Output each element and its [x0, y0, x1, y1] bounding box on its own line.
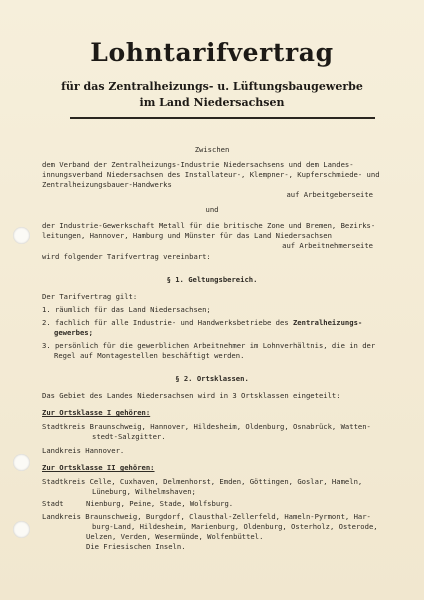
- punch-hole: [13, 227, 30, 244]
- title-rule: [70, 117, 375, 119]
- class2-landkreis-text: Braunschweig, Burgdorf, Clausthal-Zellerfeld, Hameln-Pyrmont, Har-: [85, 512, 371, 521]
- section1-item2-text: 2. fachlich für alle Industrie- und Handwerksbetriebe des: [42, 318, 289, 327]
- section1-item3: 3. persönlich für die gewerblichen Arbeitnehmer im Lohnverhältnis, die in der: [42, 341, 376, 350]
- class2-landkreis: [42, 512, 371, 523]
- class1-landkreis: Landkreis Hannover.: [42, 446, 125, 455]
- class1-stadtkreis-text: Braunschweig, Hannover, Hildesheim, Oldenburg, Osnabrück, Watten-: [89, 422, 371, 431]
- class2-stadtkreis-label: Stadtkreis: [42, 477, 86, 486]
- class2-heading: Zur Ortsklasse II gehören:: [42, 463, 155, 472]
- class2-stadtkreis-text: Celle, Cuxhaven, Delmenhorst, Emden, Göttingen, Goslar, Hameln,: [89, 477, 363, 486]
- section1-intro: Der Tarifvertrag gilt:: [42, 292, 138, 301]
- class2-landkreis-cont3: Die Friesischen Inseln.: [86, 542, 186, 551]
- class2-landkreis-cont2: Uelzen, Verden, Wesermünde, Wolfenbüttel.: [86, 532, 264, 541]
- party2-line2: leitungen, Hannover, Hamburg und Münster für das Land Niedersachsen: [42, 231, 332, 240]
- agreement-line: wird folgender Tarifvertrag vereinbart:: [42, 252, 211, 261]
- party1-line1: dem Verband der Zentralheizungs-Industrie Niedersachsens und dem Landes-: [42, 160, 354, 169]
- document-subtitle-line1: für das Zentralheizungs- u. Lüftungsbaugewerbe: [61, 80, 363, 93]
- punch-hole: [13, 521, 30, 538]
- class1-heading: Zur Ortsklasse I gehören:: [42, 408, 151, 417]
- section1-item2-cont: gewerbes;: [54, 328, 93, 337]
- class2-landkreis-label: Landkreis: [42, 512, 81, 521]
- party1-side: auf Arbeitgeberseite: [286, 190, 373, 199]
- section1-item2-bold: Zentralheizungs-: [292, 318, 363, 327]
- class1-stadtkreis: [42, 422, 371, 433]
- section1-item3-cont: Regel auf Montagestellen beschäftigt werden.: [54, 351, 245, 360]
- document-title: Lohntarifvertrag: [90, 38, 334, 67]
- class2-stadtkreis-cont: Lüneburg, Wilhelmshaven;: [92, 487, 196, 496]
- und-label: und: [205, 205, 219, 214]
- section2-intro: Das Gebiet des Landes Niedersachsen wird in 3 Ortsklassen eingeteilt:: [42, 391, 341, 400]
- section1-item2: [42, 318, 362, 329]
- punch-hole: [13, 454, 30, 471]
- party1-line3: Zentralheizungsbauer-Handwerks: [42, 180, 172, 189]
- class2-stadtkreis: [42, 477, 362, 488]
- party2-line1: der Industrie-Gewerkschaft Metall für die britische Zone und Bremen, Bezirks-: [42, 221, 376, 230]
- section1-item1: 1. räumlich für das Land Niedersachsen;: [42, 305, 211, 314]
- section2-heading: § 2. Ortsklassen.: [175, 374, 249, 383]
- document-subtitle-line2: im Land Niedersachsen: [139, 96, 285, 109]
- class2-stadt: Nienburg, Peine, Stade, Wolfsburg.: [86, 499, 234, 508]
- class1-stadtkreis-cont: stedt-Salzgitter.: [92, 432, 166, 441]
- party1-line2: innungsverband Niedersachsen des Installateur-, Klempner-, Kupferschmiede- und: [42, 170, 380, 179]
- class2-landkreis-cont1: burg-Land, Hildesheim, Marienburg, Oldenburg, Osterholz, Osterode,: [92, 522, 378, 531]
- zwischen-label: Zwischen: [194, 145, 230, 154]
- class2-stadt-label: Stadt: [42, 499, 64, 508]
- section1-heading: § 1. Geltungsbereich.: [166, 275, 258, 284]
- party2-side: auf Arbeitnehmerseite: [282, 241, 373, 250]
- class1-stadtkreis-label: Stadtkreis: [42, 422, 86, 431]
